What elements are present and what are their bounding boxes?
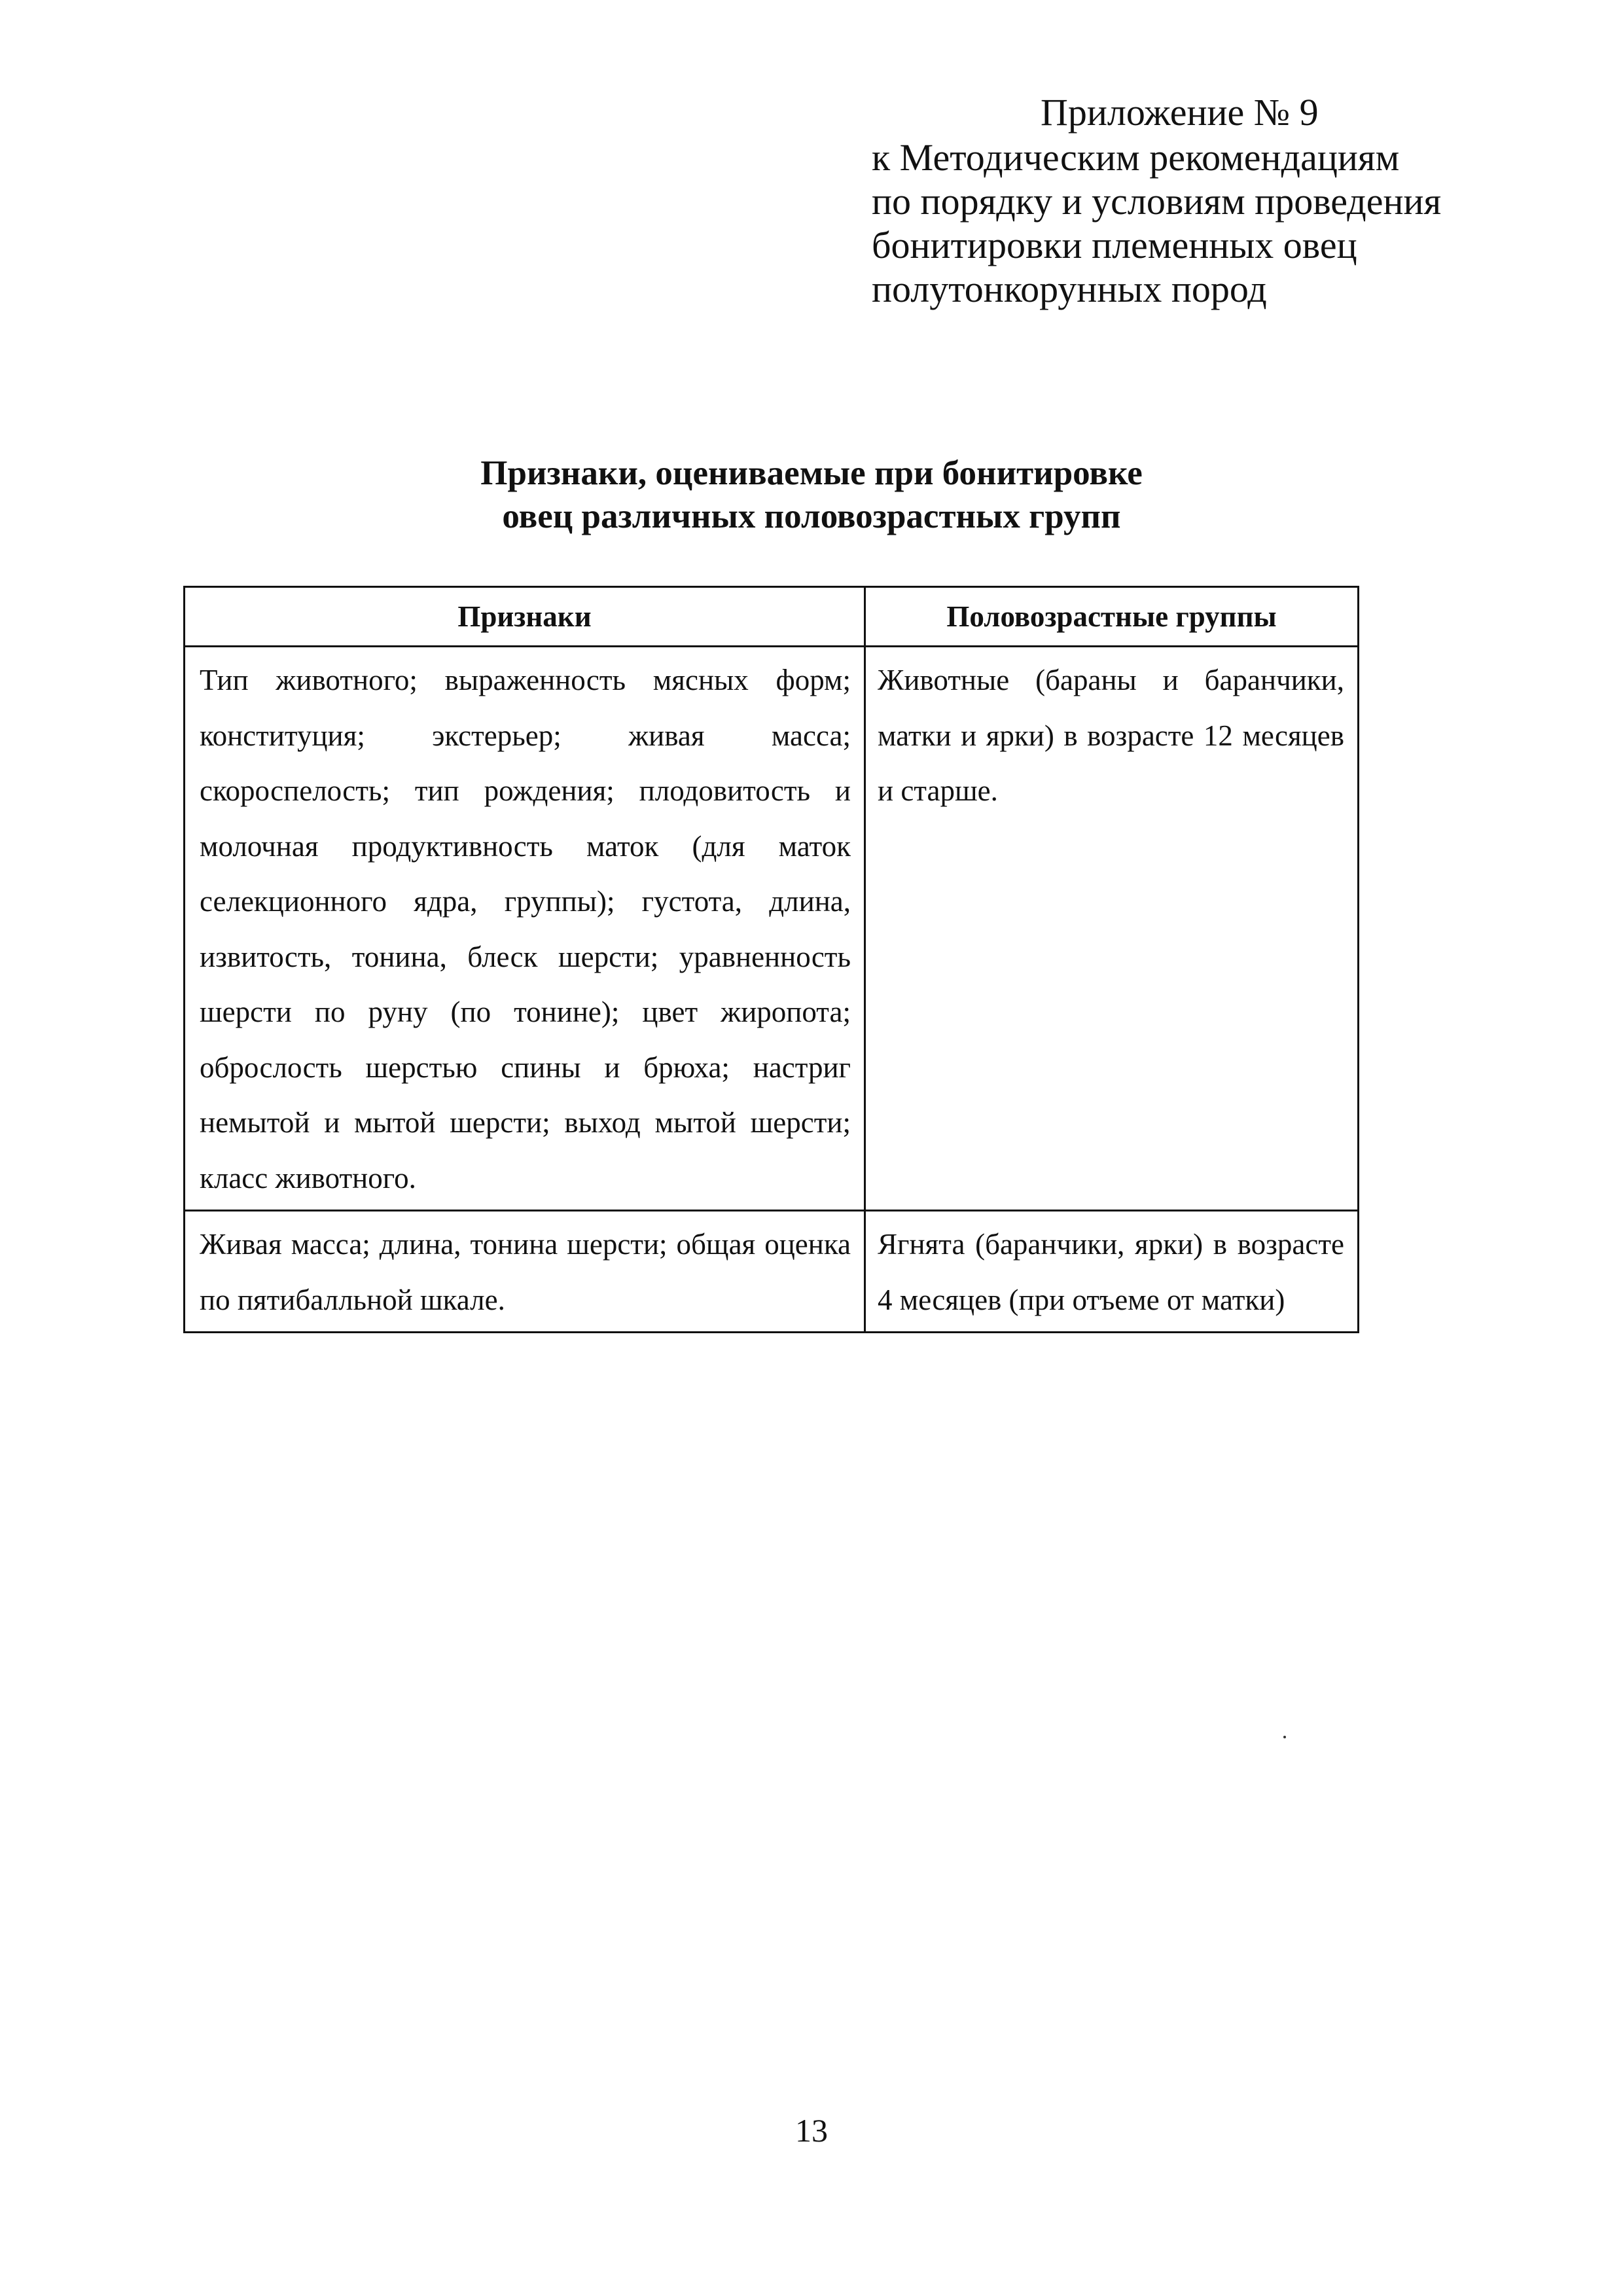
group-cell: Ягнята (баранчики, ярки) в возрасте 4 месяцев (при отъеме от матки) bbox=[865, 1211, 1359, 1333]
signs-cell: Тип животного; выраженность мясных форм; конституция; экстерьер; живая масса; скороспелость; тип рождения; плодовитость и молочная продуктивность маток (для маток селекционного ядра, группы); густота, длина, извитость, тонина, блеск шерсти; уравненность шерсти по руну (по тонине); цвет жиропота; оброслость шерстью спины и брюха; настриг немытой и мытой шерсти; выход мытой шерсти; класс животного. bbox=[185, 647, 865, 1211]
appendix-line: бонитировки племенных овец bbox=[872, 224, 1357, 266]
page-number: 13 bbox=[795, 2112, 828, 2149]
document-title-line: Признаки, оцениваемые при бонитировке bbox=[480, 454, 1143, 492]
table-header-row bbox=[185, 587, 1359, 647]
appendix-line: к Методическим рекомендациям bbox=[872, 136, 1400, 179]
document-title-line: овец различных половозрастных групп bbox=[502, 497, 1121, 535]
appendix-line: по порядку и условиям проведения bbox=[872, 180, 1442, 223]
header-age-groups: Половозрастные группы bbox=[865, 587, 1359, 647]
appendix-line: полутонкорунных пород bbox=[872, 268, 1267, 310]
document-title bbox=[0, 452, 1623, 538]
table-row bbox=[185, 1211, 1359, 1333]
group-cell: Животные (бараны и баранчики, матки и ярки) в возрасте 12 месяцев и старше. bbox=[865, 647, 1359, 1211]
signs-cell: Живая масса; длина, тонина шерсти; общая оценка по пятибалльной шкале. bbox=[185, 1211, 865, 1333]
header-signs: Признаки bbox=[185, 587, 865, 647]
appendix-header bbox=[872, 90, 1526, 311]
signs-table bbox=[183, 586, 1359, 1333]
scan-speck bbox=[1283, 1736, 1286, 1738]
table-row bbox=[185, 647, 1359, 1211]
appendix-title: Приложение № 9 bbox=[1041, 91, 1319, 134]
